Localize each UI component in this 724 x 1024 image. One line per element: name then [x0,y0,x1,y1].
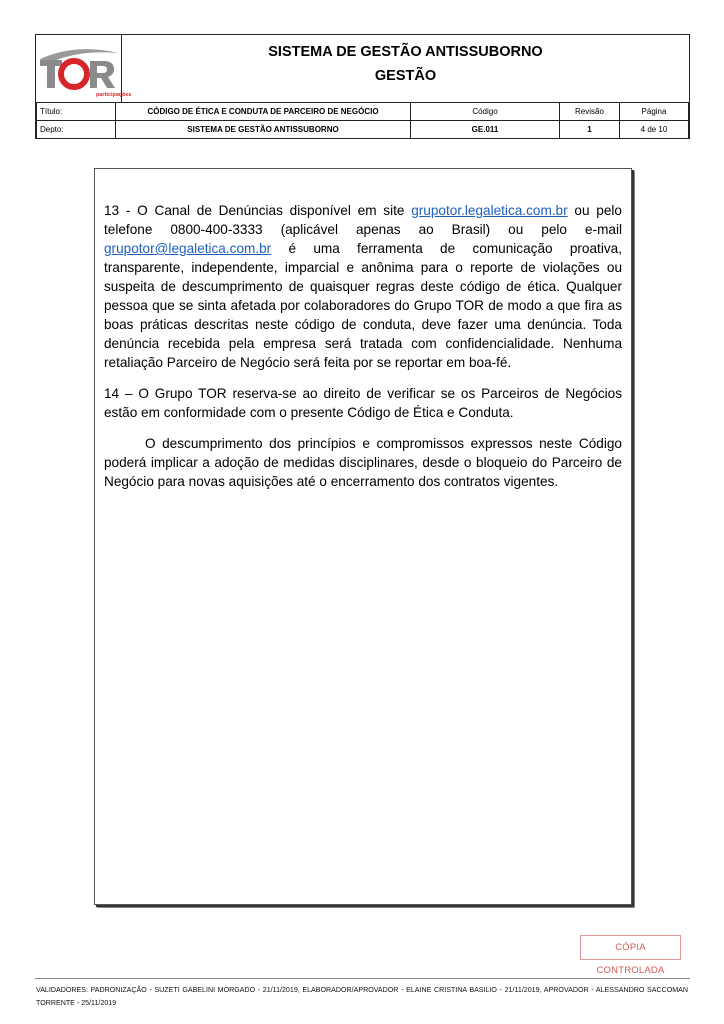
paragraph-13-text-3: é uma ferramenta de comunicação proativa, transparente, independente, imparcial e anônima para o reporte de violações ou suspeita de descumprimento de quaisquer regras deste código de ética. Qualquer pessoa que se sinta afetada por colaboradores do Grupo TOR de modo a que fira as boas práticas descritas neste código de conduta, deve fazer uma denúncia. Toda denúncia recebida pela empresa será tratada com confidencialidade. Nenhuma retaliação Parceiro de Negócio será feita por se reportar em boa-fé. [104,241,622,370]
title-label: Título: [37,103,116,121]
logo [36,35,132,102]
document-body [104,201,622,503]
code-value: GE.011 [411,121,560,139]
document-header [35,34,690,139]
revision-label: Revisão [560,103,620,121]
controlled-copy-stamp: CÓPIA CONTROLADA [580,935,681,960]
code-label: Código [411,103,560,121]
page-value: 4 de 10 [620,121,689,139]
paragraph-closing: O descumprimento dos princípios e compromissos expressos neste Código poderá implicar a adoção de medidas disciplinares, desde o bloqueio do Parceiro de Negócio para novas aquisições até o encerramento dos contratos vigentes. [104,436,622,489]
svg-text:participações: participações [96,92,132,98]
revision-value: 1 [560,121,620,139]
site-link[interactable]: grupotor.legaletica.com.br [411,203,568,218]
paragraph-13-text: 13 - O Canal de Denúncias disponível em site [104,203,412,218]
header-title [122,35,689,102]
content-box [94,168,632,905]
footer-divider [35,978,690,979]
section-title: GESTÃO [374,68,437,84]
validators-footer: VALIDADORES: PADRONIZAÇÃO - SUZETI GABELINI MORGADO - 21/11/2019, ELABORADOR/APROVADOR - ELAINE CRISTINA BASILIO - 21/11/2019, APROVADOR - ALESSANDRO SACCOMAN TORRENTE - 25/11/2019 [36,986,688,1007]
paragraph-13 [104,201,622,372]
department-label: Depto: [37,121,116,139]
department-value: SISTEMA DE GESTÃO ANTISSUBORNO [116,121,411,139]
system-title: SISTEMA DE GESTÃO ANTISSUBORNO [268,44,543,60]
paragraph-13-text-2: ou pelo telefone 0800-400-3333 (aplicável apenas ao Brasil) ou pelo e-mail [104,203,622,237]
page-label: Página [620,103,689,121]
title-value: CÓDIGO DE ÉTICA E CONDUTA DE PARCEIRO DE NEGÓCIO [116,103,411,121]
tor-logo-icon [36,43,132,98]
document-info-table [36,102,689,139]
paragraph-14: 14 – O Grupo TOR reserva-se ao direito de verificar se os Parceiros de Negócios estão em conformidade com o presente Código de Ética e Conduta. [104,386,622,420]
email-link[interactable]: grupotor@legaletica.com.br [104,241,272,256]
